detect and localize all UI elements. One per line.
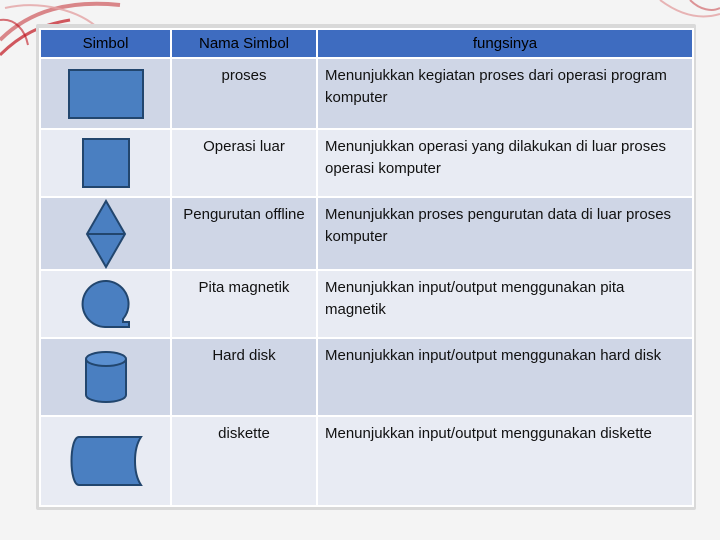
table-row bbox=[40, 416, 693, 506]
symbol-description: Menunjukkan kegiatan proses dari operasi program komputer bbox=[317, 58, 693, 129]
manual-operation-square-icon bbox=[81, 137, 131, 189]
symbol-name: diskette bbox=[171, 416, 317, 506]
symbol-cell bbox=[40, 129, 171, 197]
symbol-name: Pengurutan offline bbox=[171, 197, 317, 270]
symbol-description: Menunjukkan operasi yang dilakukan di luar proses operasi komputer bbox=[317, 129, 693, 197]
table-row bbox=[40, 338, 693, 416]
table-row bbox=[40, 270, 693, 338]
symbol-description: Menunjukkan input/output menggunakan diskette bbox=[317, 416, 693, 506]
table-row bbox=[40, 129, 693, 197]
symbol-description: Menunjukkan input/output menggunakan pita magnetik bbox=[317, 270, 693, 338]
process-rectangle-icon bbox=[67, 68, 145, 120]
symbol-name: proses bbox=[171, 58, 317, 129]
symbol-name: Operasi luar bbox=[171, 129, 317, 197]
symbol-name: Hard disk bbox=[171, 338, 317, 416]
header-symbol: Simbol bbox=[40, 29, 171, 58]
symbol-name: Pita magnetik bbox=[171, 270, 317, 338]
symbol-cell bbox=[40, 270, 171, 338]
flowchart-symbol-table bbox=[39, 28, 694, 507]
symbol-cell bbox=[40, 338, 171, 416]
table-row bbox=[40, 197, 693, 270]
symbol-description: Menunjukkan input/output menggunakan hard disk bbox=[317, 338, 693, 416]
table-header-row bbox=[40, 29, 693, 58]
symbol-cell bbox=[40, 197, 171, 270]
symbol-description: Menunjukkan proses pengurutan data di luar proses komputer bbox=[317, 197, 693, 270]
diskette-icon bbox=[67, 435, 145, 487]
symbol-cell bbox=[40, 416, 171, 506]
header-symbol-name: Nama Simbol bbox=[171, 29, 317, 58]
symbol-cell bbox=[40, 58, 171, 129]
table-row bbox=[40, 58, 693, 129]
magnetic-tape-icon bbox=[79, 278, 133, 330]
sort-diamond-icon bbox=[85, 199, 127, 269]
disk-cylinder-icon bbox=[84, 350, 128, 404]
header-function: fungsinya bbox=[317, 29, 693, 58]
